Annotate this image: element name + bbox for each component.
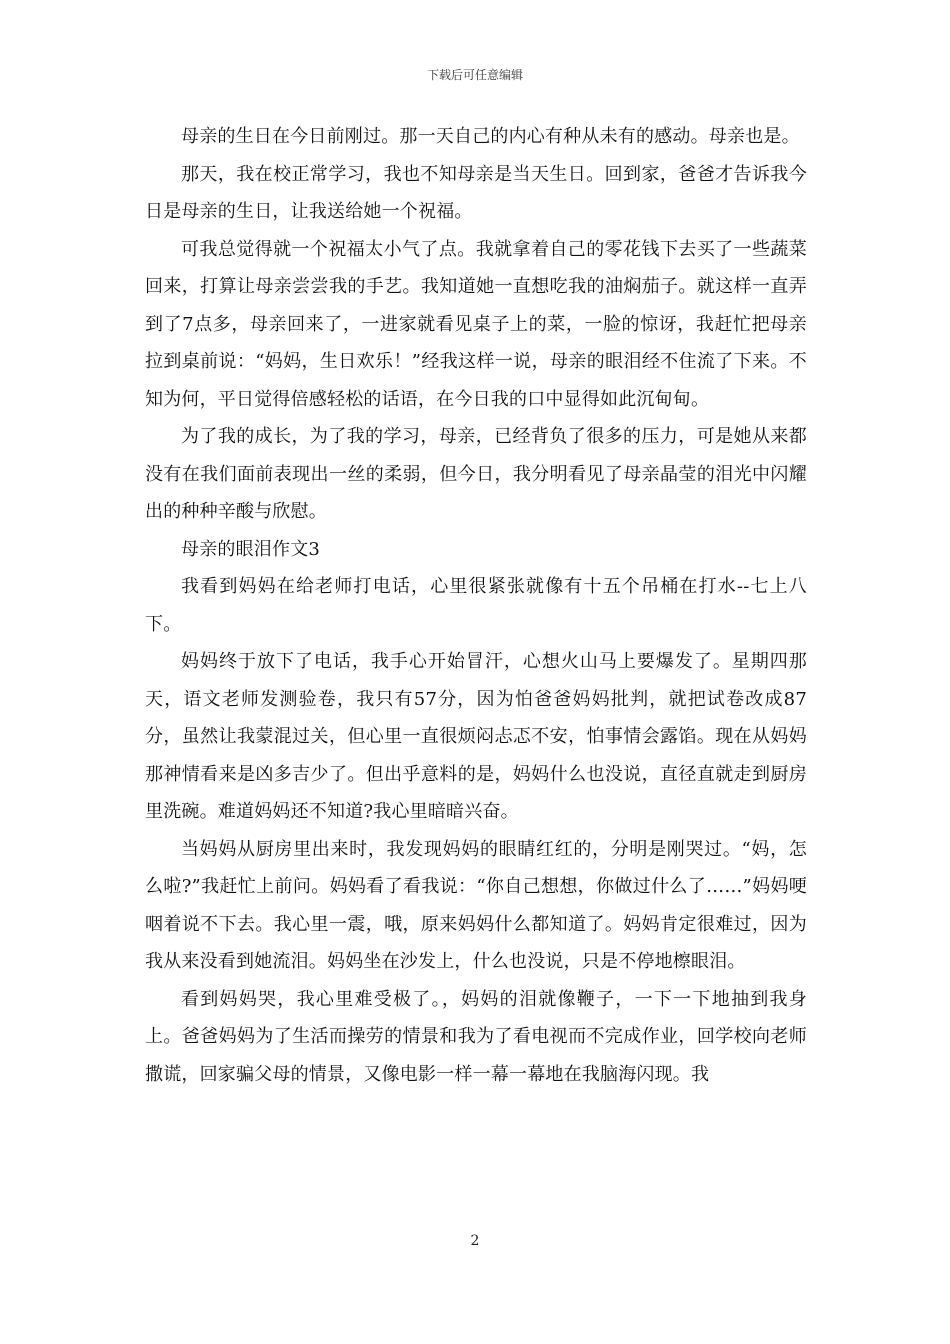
section-heading: 母亲的眼泪作文3	[181, 538, 321, 560]
paragraph-5: 我看到妈妈在给老师打电话，心里很紧张就像有十五个吊桶在打水--七上八下。	[145, 576, 807, 635]
paragraph-4: 为了我的成长，为了我的学习，母亲，已经背负了很多的压力，可是她从来都没有在我们面前表现出一丝的柔弱，但今日，我分明看见了母亲晶莹的泪光中闪耀出的种种辛酸与欣慰。	[145, 426, 807, 522]
paragraph-1: 母亲的生日在今日前刚过。那一天自己的内心有种从未有的感动。母亲也是。	[181, 126, 800, 147]
document-body	[145, 118, 807, 1093]
paragraph-3: 可我总觉得就一个祝福太小气了点。我就拿着自己的零花钱下去买了一些蔬菜回来，打算让母亲尝尝我的手艺。我知道她一直想吃我的油焖茄子。就这样一直弄到了7点多，母亲回来了，一进家就看见桌子上的菜，一脸的惊讶，我赶忙把母亲拉到桌前说：“妈妈，生日欢乐！”经我这样一说，母亲的眼泪经不住流了下来。不知为何，平日觉得倍感轻松的话语，在今日我的口中显得如此沉甸甸。	[145, 238, 807, 410]
paragraph-7: 当妈妈从厨房里出来时，我发现妈妈的眼睛红红的，分明是刚哭过。“妈，怎么啦?”我赶忙上前问。妈妈看了看我说：“你自己想想，你做过什么了……”妈妈哽咽着说不下去。我心里一震，哦，原来妈妈什么都知道了。妈妈肯定很难过，因为我从来没看到她流泪。妈妈坐在沙发上，什么也没说，只是不停地檫眼泪。	[145, 838, 807, 972]
paragraph-2: 那天，我在校正常学习，我也不知母亲是当天生日。回到家，爸爸才告诉我今日是母亲的生日，让我送给她一个祝福。	[145, 163, 807, 222]
page-header: 下载后可任意编辑	[426, 68, 523, 82]
paragraph-8: 看到妈妈哭，我心里难受极了。，妈妈的泪就像鞭子，一下一下地抽到我身上。爸爸妈妈为了生活而操劳的情景和我为了看电视而不完成作业，回学校向老师撒谎，回家骗父母的情景，又像电影一样一幕一幕地在我脑海闪现。我	[145, 988, 807, 1085]
page-number: 2	[470, 1233, 480, 1249]
paragraph-6: 妈妈终于放下了电话，我手心开始冒汗，心想火山马上要爆发了。星期四那天，语文老师发测验卷，我只有57分，因为怕爸爸妈妈批判，就把试卷改成87分，虽然让我蒙混过关，但心里一直很烦闷忐忑不安，怕事情会露馅。现在从妈妈那神情看来是凶多吉少了。但出乎意料的是，妈妈什么也没说，直径直就走到厨房里洗碗。难道妈妈还不知道?我心里暗暗兴奋。	[145, 651, 807, 822]
